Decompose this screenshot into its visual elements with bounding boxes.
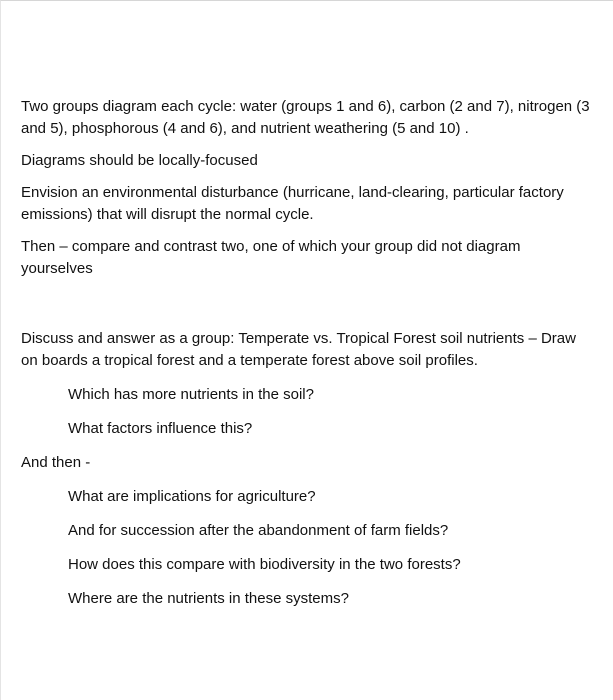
- document-body: [21, 96, 596, 622]
- question-item: What factors influence this?: [68, 420, 253, 437]
- question-item: And for succession after the abandonment of farm fields?: [68, 522, 449, 539]
- question-item: What are implications for agriculture?: [68, 488, 316, 505]
- question-item: How does this compare with biodiversity in the two forests?: [68, 556, 461, 573]
- question-item: Where are the nutrients in these systems?: [68, 590, 349, 607]
- compare-paragraph: Then – compare and contrast two, one of which your group did not diagram yourselves: [21, 238, 521, 277]
- locally-focused-paragraph: Diagrams should be locally-focused: [21, 152, 258, 169]
- discussion-intro-paragraph: Discuss and answer as a group: Temperate vs. Tropical Forest soil nutrients – Draw on boards a tropical forest and a temperate forest above soil profiles.: [21, 330, 576, 369]
- disturbance-paragraph: Envision an environmental disturbance (hurricane, land-clearing, particular factory emissions) that will disrupt the normal cycle.: [21, 184, 564, 223]
- section-spacer: [21, 290, 596, 328]
- cycle-assignment-paragraph: Two groups diagram each cycle: water (groups 1 and 6), carbon (2 and 7), nitrogen (3 and 5), phosphorous (4 and 6), and nutrient weathering (5 and 10) .: [21, 98, 590, 137]
- and-then-label: And then -: [21, 454, 91, 471]
- question-item: Which has more nutrients in the soil?: [68, 386, 314, 403]
